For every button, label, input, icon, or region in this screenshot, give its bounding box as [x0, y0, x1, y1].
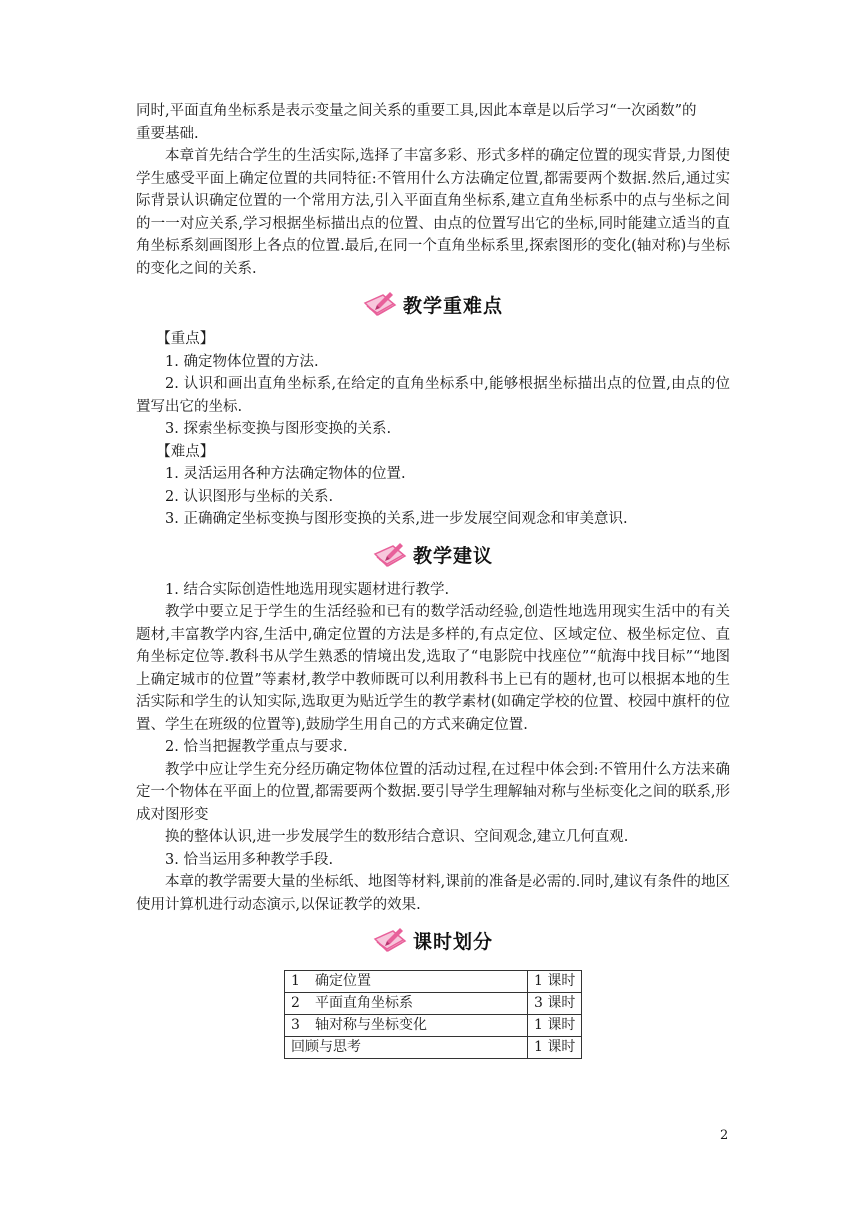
table-row	[285, 1037, 582, 1059]
lesson-number: 3	[291, 1017, 300, 1033]
schedule-table	[284, 970, 582, 1059]
page-number: 2	[720, 1128, 729, 1143]
difficult-point-item: 1. 灵活运用各种方法确定物体的位置.	[165, 466, 406, 482]
lesson-name: 确定位置	[315, 973, 371, 989]
section-heading-schedule	[136, 918, 730, 962]
advice-paragraph-2a: 教学中应让学生充分经历确定物体位置的活动过程,在过程中体会到:不管用什么方法来确定一个物体在平面上的位置,都需要两个数据.要引导学生理解轴对称与坐标变化之间的联系,形成对图形变	[136, 761, 730, 823]
page-content	[136, 100, 730, 1059]
key-point-item: 2. 认识和画出直角坐标系,在给定的直角坐标系中,能够根据坐标描出点的位置,由点的位置写出它的坐标.	[136, 376, 730, 415]
lesson-hours: 1 课时	[528, 1015, 582, 1037]
advice-heading-1: 1. 结合实际创造性地选用现实题材进行教学.	[165, 581, 450, 598]
section-heading-advice	[136, 533, 730, 577]
intro-paragraph: 本章首先结合学生的生活实际,选择了丰富多彩、形式多样的确定位置的现实背景,力图使学生感受平面上确定位置的共同特征:不管用什么方法确定位置,都需要两个数据.然后,通过实际背景认识确定位置的一个常用方法,引入平面直角坐标系,建立直角坐标系中的点与坐标之间的一一对应关系,学习根据坐标描出点的位置、由点的位置写出它的坐标,同时能建立适当的直角坐标系刻画图形上各点的位置.最后,在同一个直角坐标系里,探索图形的变化(轴对称)与坐标的变化之间的关系.	[136, 148, 730, 277]
intro-line-1: 同时,平面直角坐标系是表示变量之间关系的重要工具,因此本章是以后学习“一次函数”的	[136, 103, 697, 119]
section-title: 教学重难点	[402, 294, 503, 317]
key-point-item: 3. 探索坐标变换与图形变换的关系.	[165, 421, 392, 437]
lesson-name: 平面直角坐标系	[315, 995, 413, 1011]
lesson-hours: 1 课时	[528, 971, 582, 993]
lesson-name: 轴对称与坐标变化	[315, 1017, 427, 1033]
lesson-number: 2	[291, 995, 300, 1011]
lesson-hours: 1 课时	[528, 1037, 582, 1059]
section-heading-difficulty	[136, 282, 730, 326]
pencil-notebook-icon	[373, 540, 407, 570]
table-row	[285, 971, 582, 993]
lesson-hours: 3 课时	[528, 993, 582, 1015]
table-row	[285, 993, 582, 1015]
section-title: 教学建议	[412, 545, 493, 567]
table-row	[285, 1015, 582, 1037]
key-points-label: 【重点】	[156, 331, 215, 347]
advice-paragraph-1: 教学中要立足于学生的生活经验和已有的数学活动经验,创造性地选用现实生活中的有关题材,丰富教学内容,生活中,确定位置的方法是多样的,有点定位、区域定位、极坐标定位、直角坐标定位等.教科书从学生熟悉的情境出发,选取了“电影院中找座位”“航海中找目标”“地图上确定城市的位置”等素材,教学中教师既可以利用教科书上已有的题材,也可以根据本地的生活实际和学生的认知实际,选取更为贴近学生的教学素材(如确定学校的位置、校园中旗杆的位置、学生在班级的位置等),鼓励学生用自己的方式来确定位置.	[136, 604, 730, 733]
difficult-point-item: 3. 正确确定坐标变换与图形变换的关系,进一步发展空间观念和审美意识.	[165, 511, 628, 527]
lesson-number: 1	[291, 973, 300, 989]
difficult-points-label: 【难点】	[156, 443, 215, 460]
intro-line-2: 重要基础.	[136, 125, 199, 142]
lesson-name: 回顾与思考	[291, 1039, 361, 1055]
advice-heading-3: 3. 恰当运用多种教学手段.	[165, 851, 334, 868]
section-title: 课时划分	[412, 930, 493, 953]
key-point-item: 1. 确定物体位置的方法.	[165, 353, 319, 370]
advice-paragraph-3: 本章的教学需要大量的坐标纸、地图等材料,课前的准备是必需的.同时,建议有条件的地区使用计算机进行动态演示,以保证教学的效果.	[136, 874, 730, 913]
advice-heading-2: 2. 恰当把握教学重点与要求.	[165, 739, 348, 755]
pencil-notebook-icon	[363, 289, 397, 319]
pencil-notebook-icon	[373, 925, 407, 955]
advice-paragraph-2b: 换的整体认识,进一步发展学生的数形结合意识、空间观念,建立几何直观.	[165, 829, 629, 845]
difficult-point-item: 2. 认识图形与坐标的关系.	[165, 488, 334, 505]
